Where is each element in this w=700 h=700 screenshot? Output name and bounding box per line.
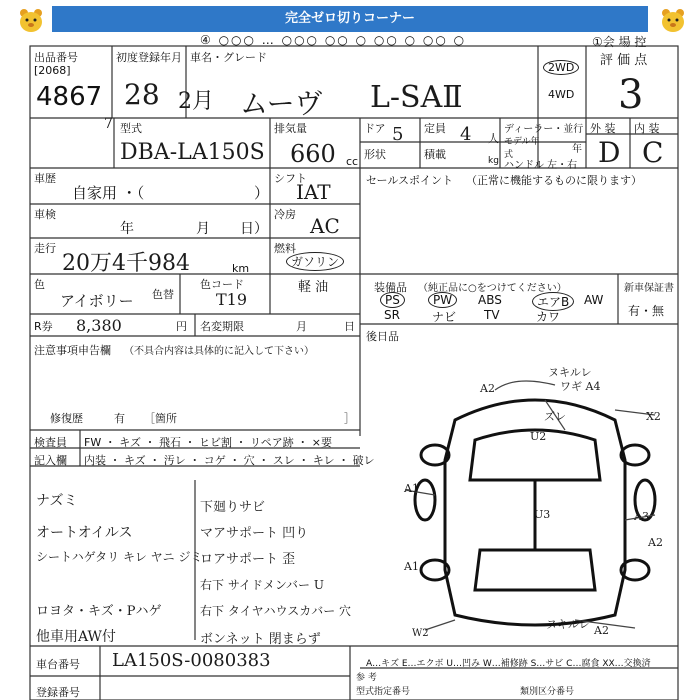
color-code: T19 — [216, 290, 248, 309]
diagram-label-4: U2 — [530, 430, 547, 443]
diagram-label-11: A1 — [404, 560, 419, 573]
name-change-day: 日 — [344, 320, 355, 333]
entry-label: 記入欄 — [34, 454, 67, 467]
drive-4wd: 4WD — [548, 88, 575, 101]
notes-label: 注意事項申告欄 — [34, 344, 111, 357]
note-right-4: 右下 サイドメンバー U — [200, 578, 324, 592]
inspector-items: FW ・ キズ ・ 飛石 ・ ヒビ割 ・ リペア跡 ・ ×要 — [84, 436, 332, 449]
note-left-3: シートハゲタリ キレ ヤニ ジミ — [36, 550, 203, 564]
interior-label: 内 装 — [634, 122, 660, 135]
reg-year: 28 — [124, 78, 160, 111]
note-right-3: ロアサポート 歪 — [200, 552, 296, 567]
capacity-label: 定員 — [424, 122, 446, 135]
model-year-label: モデル年式 — [504, 137, 540, 160]
lot-number: 4867 — [36, 82, 103, 112]
equip-sr: SR — [384, 308, 400, 322]
score-value: 3 — [618, 72, 644, 118]
shift-value: IAT — [296, 180, 331, 204]
aircon-label: 冷房 — [274, 208, 296, 221]
recycle-unit: 円 — [176, 320, 187, 333]
color-change-label: 色替 — [152, 288, 174, 301]
legend-ref: 参 考 — [356, 673, 377, 683]
type-mark: 7 — [104, 116, 113, 132]
inspection-year: 年 — [120, 221, 134, 237]
warranty-value: 有・無 — [628, 304, 665, 318]
load-label: 積載 — [424, 148, 446, 161]
interior-grade: C — [642, 136, 664, 169]
fuel-value: ガソリン — [286, 252, 344, 271]
aircon-value: AC — [310, 214, 340, 238]
header-fragments: ④ ○○○ … ○○○ ○○ ○ ○○ ○ ○○ ○ — [200, 33, 467, 47]
inspection-day: 日） — [240, 221, 268, 237]
fuel-label: 燃料 — [274, 242, 296, 255]
repair-close: ］ — [344, 412, 355, 425]
equip-airbag: エアB — [532, 292, 574, 311]
sales-points-label: セールスポイント — [366, 174, 454, 187]
chassis-value: LA150S-0080383 — [112, 650, 271, 671]
reg-label: 初度登録年月 — [116, 51, 182, 64]
model-grade: L-SAⅡ — [370, 80, 463, 115]
note-right-6: ボンネット 閉まらず — [200, 632, 321, 647]
equip-navi: ナビ — [432, 310, 457, 324]
recycle-label: R券 — [34, 320, 53, 333]
note-right-5: 右下 タイヤハウスカバー 穴 — [200, 604, 352, 618]
capacity-value: 4 — [460, 124, 472, 145]
diagram-label-12: W2 — [412, 628, 429, 639]
drive-2wd: 2WD — [543, 60, 579, 75]
usage-close: ） — [254, 184, 270, 202]
inspection-month: 月 — [196, 221, 210, 237]
repair-label: 修復歴 — [50, 412, 83, 425]
doors-value: 5 — [392, 124, 404, 145]
fuel-alt: 軽 油 — [298, 280, 329, 295]
equip-ps: PS — [380, 292, 405, 308]
usage-label: 車歴 — [34, 172, 56, 185]
repair-places: ［箇所 — [144, 412, 177, 425]
sales-points-sub: （正常に機能するものに限ります） — [466, 174, 642, 187]
usage-value: 自家用 ・（ — [72, 184, 145, 202]
warranty-label: 新車保証書 — [624, 283, 674, 294]
diagram-label-14: ヌキルレ — [546, 618, 590, 631]
shape-label: 形状 — [364, 148, 386, 161]
exterior-grade: D — [598, 136, 621, 169]
model-year-unit: 年 — [572, 144, 582, 155]
doors-label: ドア — [364, 122, 386, 135]
diagram-label-7: A1 — [404, 482, 419, 495]
capacity-unit: 人 — [488, 132, 499, 145]
diagram-label-9: A3 — [634, 510, 649, 523]
diagram-label-3: ワギ A4 — [560, 380, 601, 393]
diagram-label-2: ヌキルレ — [548, 366, 592, 379]
note-left-2: オートオイルス — [36, 525, 133, 541]
displacement-unit: cc — [346, 155, 359, 168]
model-name: ムーヴ — [240, 87, 323, 120]
dealer-label: ディーラー・並行 — [504, 124, 584, 135]
diagram-label-1: A2 — [480, 382, 495, 395]
lot-label: 出品番号 — [34, 51, 78, 64]
name-change-label: 名変期限 — [200, 320, 244, 333]
legend-designated: 型式指定番号 — [356, 687, 411, 697]
inspection-label: 車検 — [34, 208, 56, 221]
equip-aw: AW — [584, 293, 604, 307]
load-unit: kg — [488, 156, 499, 166]
exterior-label: 外 装 — [590, 122, 616, 135]
mileage-value: 20万4千984 — [62, 251, 190, 276]
color-value: アイボリー — [60, 292, 134, 310]
color-code-label: 色コード — [200, 278, 244, 291]
banner-title: 完全ゼロ切りコーナー — [52, 6, 648, 32]
registration-label: 登録番号 — [36, 686, 80, 699]
mileage-label: 走行 — [34, 242, 56, 255]
equipment-label: 装備品 — [374, 281, 407, 294]
note-right-1: 下廻りサビ — [200, 500, 266, 515]
name-change-month: 月 — [296, 320, 307, 333]
diagram-label-5: ズレ — [544, 410, 566, 423]
equipment-sub: （純正品に○をつけてください） — [418, 283, 567, 294]
recycle-value: 8,380 — [76, 316, 122, 335]
note-left-5: 他車用AW付 — [36, 629, 116, 645]
legend-category: 類別区分番号 — [520, 687, 575, 697]
displacement-value: 660 — [290, 140, 336, 168]
type-value: DBA-LA150S — [120, 140, 265, 165]
diagram-label-13: A2 — [594, 624, 609, 637]
type-label: 型式 — [120, 122, 142, 135]
color-label: 色 — [34, 278, 45, 291]
diagram-label-10: A2 — [648, 536, 663, 549]
note-right-2: マアサポート 凹り — [200, 526, 309, 541]
repair-value: 有 — [114, 412, 125, 425]
notes-sub: （不具合内容は具体的に記入して下さい） — [124, 346, 314, 357]
lot-sub: [2068] — [34, 64, 71, 77]
diagram-label-8: U3 — [534, 508, 551, 521]
model-label: 車名・グレード — [190, 51, 267, 64]
note-left-4: ロヨタ・キズ・Pハゲ — [36, 604, 162, 619]
mileage-unit: km — [232, 262, 250, 275]
note-left-1: ナズミ — [36, 493, 78, 509]
score-label: 評 価 点 — [600, 53, 648, 68]
displacement-label: 排気量 — [274, 122, 307, 135]
venue-label: ①会 場 控 — [592, 35, 647, 49]
rear-seat-label: 後日品 — [366, 330, 399, 343]
equip-abs: ABS — [478, 293, 502, 307]
reg-month: 2月 — [178, 89, 214, 114]
equip-leather: カワ — [536, 310, 561, 324]
diagram-label-6: X2 — [646, 410, 661, 423]
shift-label: シフト — [274, 172, 307, 185]
chassis-label: 車台番号 — [36, 658, 80, 671]
equip-tv: TV — [484, 308, 500, 322]
equip-pw: PW — [428, 292, 457, 308]
inspector-label: 検査員 — [34, 436, 67, 449]
handle-label: ハンドル 左・右 — [504, 160, 578, 171]
legend-text: A…キズ E…エクボ U…凹み W…補修跡 S…サビ C…腐食 XX…交換済 — [366, 659, 651, 669]
entry-items: 内装 ・ キズ ・ 汚レ ・ コゲ ・ 穴 ・ スレ ・ キレ ・ 破レ — [84, 454, 375, 467]
car-diagram — [395, 370, 675, 640]
